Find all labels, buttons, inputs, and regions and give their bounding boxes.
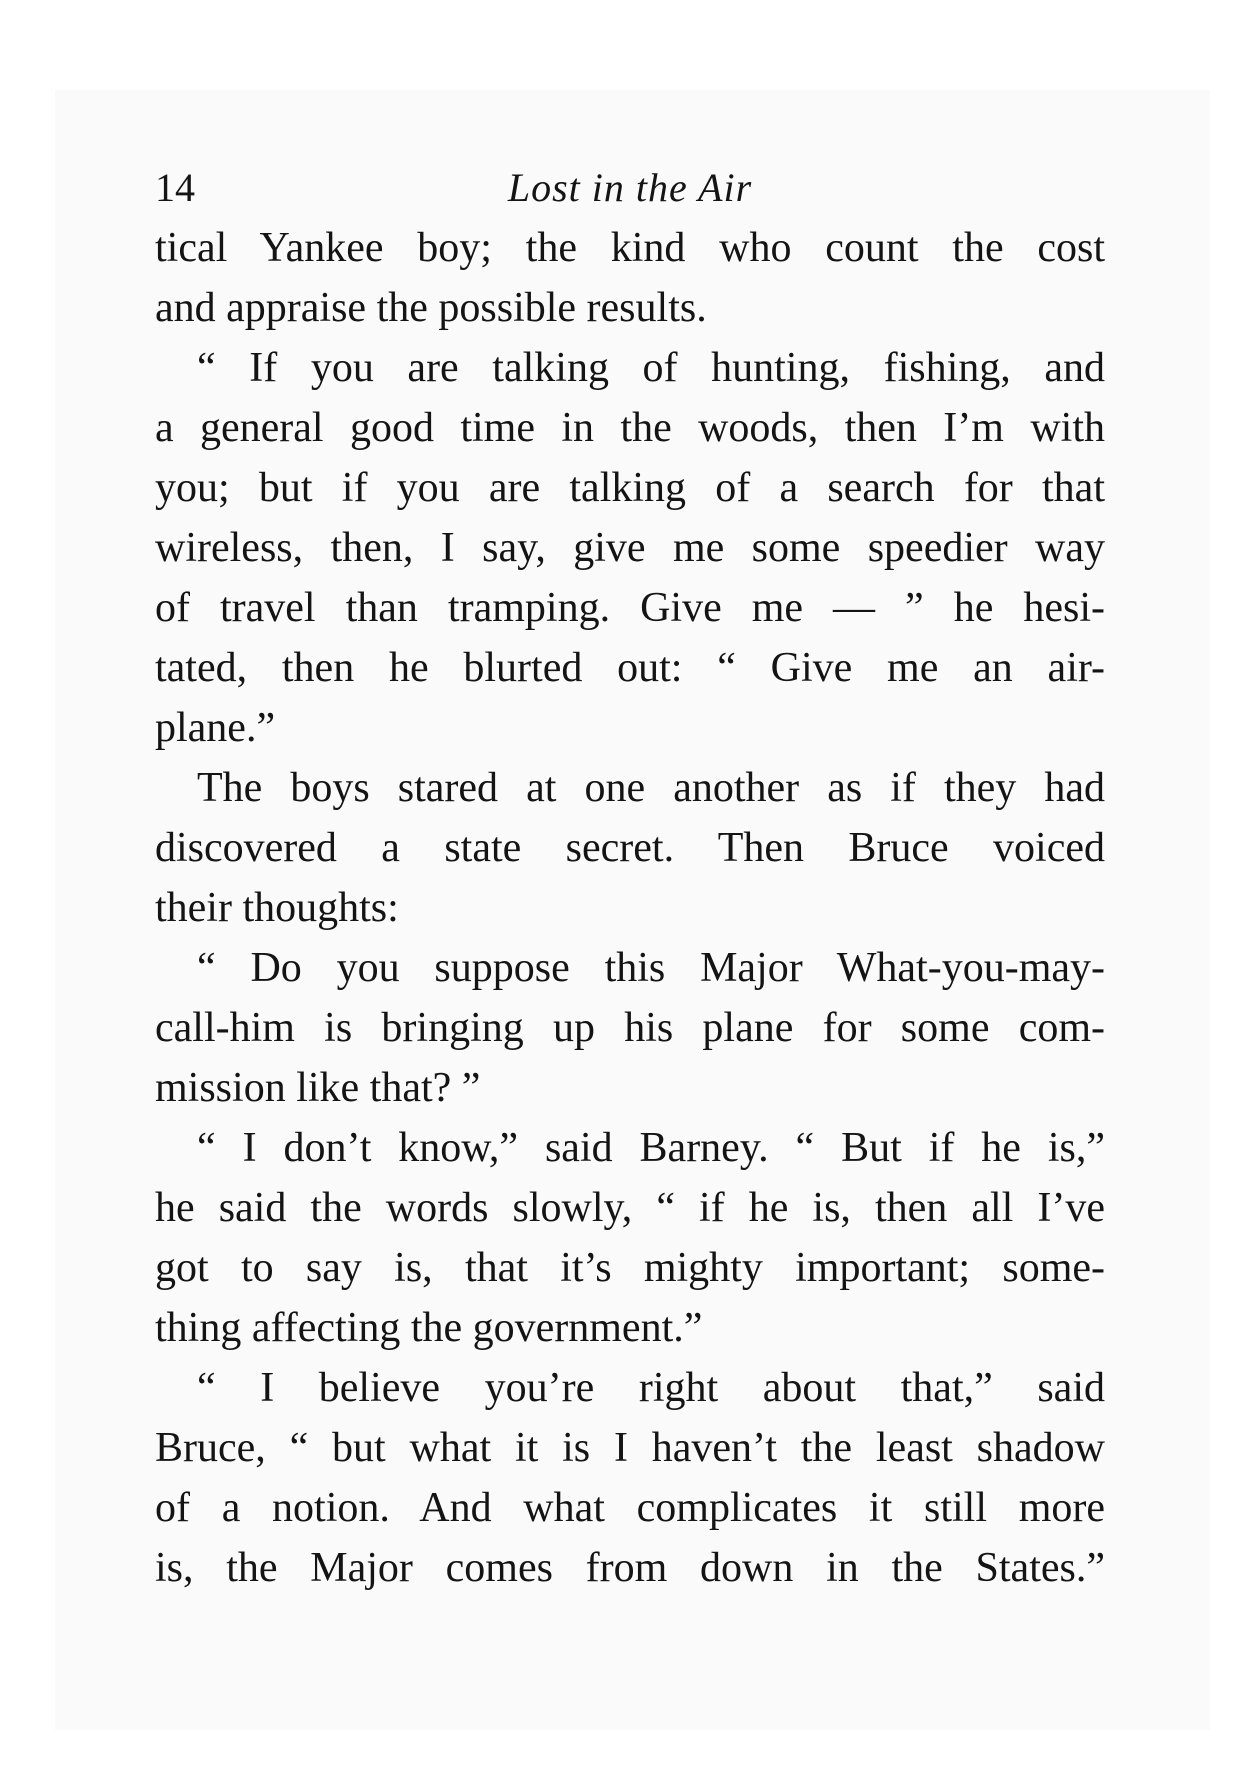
- text-line: “ I don’t know,” said Barney. “ But if he is,”: [197, 1125, 1105, 1171]
- running-head: [155, 150, 1105, 210]
- text-line: their thoughts:: [155, 885, 399, 931]
- text-line: he said the words slowly, “ if he is, then all I’ve: [155, 1185, 1105, 1231]
- text-line: wireless, then, I say, give me some speedier way: [155, 525, 1105, 571]
- text-line: of travel than tramping. Give me — ” he hesi-: [155, 585, 1105, 631]
- text-line: got to say is, that it’s mighty important; some-: [155, 1245, 1105, 1291]
- text-line: The boys stared at one another as if they had: [197, 765, 1105, 811]
- text-line: mission like that? ”: [155, 1065, 481, 1111]
- book-page: [155, 150, 1105, 1598]
- text-line: discovered a state secret. Then Bruce voiced: [155, 825, 1105, 871]
- text-line: plane.”: [155, 705, 276, 751]
- running-title: Lost in the Air: [507, 165, 753, 210]
- page-number: 14: [155, 165, 195, 210]
- text-line: is, the Major comes from down in the States.”: [155, 1545, 1105, 1591]
- body-text: [155, 218, 1105, 1598]
- text-line: tical Yankee boy; the kind who count the cost: [155, 225, 1105, 271]
- text-line: Bruce, “ but what it is I haven’t the least shadow: [155, 1425, 1105, 1471]
- text-line: “ I believe you’re right about that,” said: [197, 1365, 1105, 1411]
- text-line: and appraise the possible results.: [155, 285, 707, 331]
- text-line: “ If you are talking of hunting, fishing, and: [197, 345, 1105, 391]
- text-line: tated, then he blurted out: “ Give me an air-: [155, 645, 1105, 691]
- text-line: call-him is bringing up his plane for some com-: [155, 1005, 1105, 1051]
- text-line: of a notion. And what complicates it still more: [155, 1485, 1105, 1531]
- text-line: you; but if you are talking of a search for that: [155, 465, 1105, 511]
- text-line: thing affecting the government.”: [155, 1305, 703, 1351]
- text-line: a general good time in the woods, then I’m with: [155, 405, 1105, 451]
- text-line: “ Do you suppose this Major What-you-may-: [197, 945, 1105, 991]
